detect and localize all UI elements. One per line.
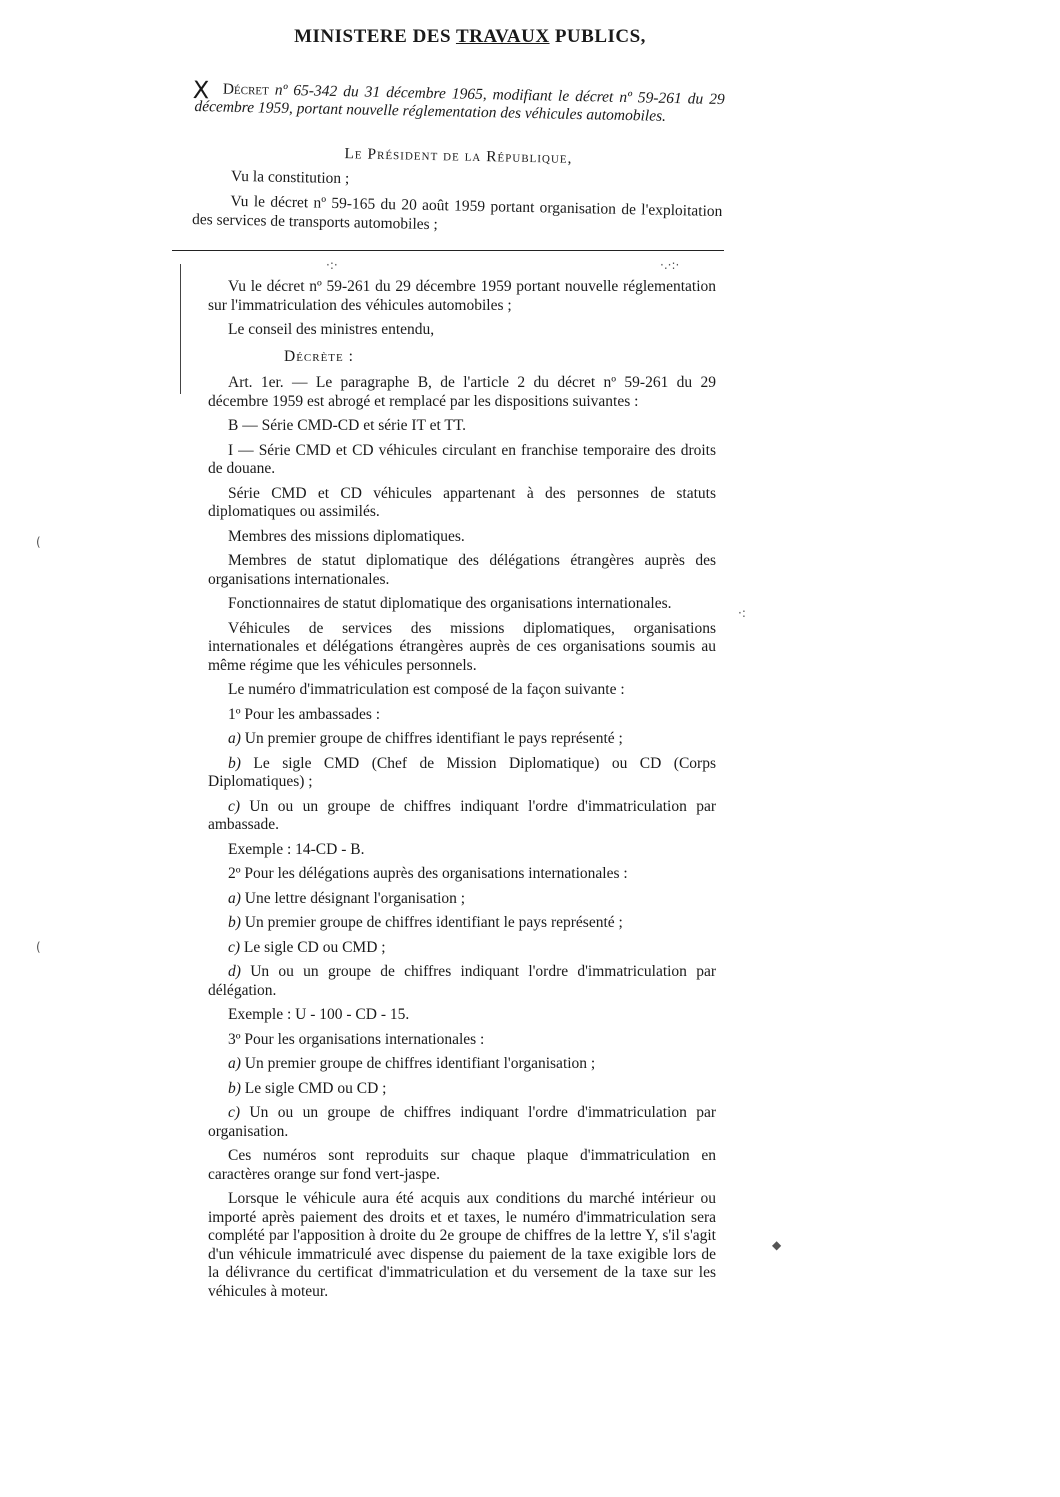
serie-cmd-paragraph: Série CMD et CD véhicules appartenant à des personnes de statuts diplomatiques ou assimilés. [208, 484, 716, 520]
vu-decret-59-165: Vu le décret nº 59-165 du 20 août 1959 portant organisation de l'exploitation des services de transports automobiles ; [191, 192, 723, 234]
fonctionnaires: Fonctionnaires de statut diplomatique des organisations internationales. [228, 595, 672, 612]
point-2-c-text: Le sigle CD ou CMD ; [240, 938, 386, 956]
point-1-b-label: b) [228, 754, 241, 772]
conseil-line: Le conseil des ministres entendu, [228, 321, 435, 338]
numero-composition: Le numéro d'immatriculation est composé de la façon suivante : [228, 681, 625, 698]
point-1-c-label: c) [228, 797, 241, 815]
point-2-b-text: Un premier groupe de chiffres identifiant le pays représenté ; [240, 914, 623, 931]
vu-constitution: Vu la constitution ; [230, 167, 350, 188]
decree-title-prefix: Décret [222, 80, 270, 99]
scan-speck: ·:· [326, 258, 338, 272]
plaque-paragraph: Ces numéros sont reproduits sur chaque plaque d'immatriculation en caractères orange sur fond vert-jaspe. [208, 1147, 716, 1183]
point-1-c [208, 798, 716, 835]
section-b-heading: B — Série CMD-CD et série IT et TT. [228, 417, 467, 434]
point-3-c-label: c) [228, 1104, 241, 1121]
scan-speck: ( [36, 940, 41, 954]
vehicules-services: Véhicules de services des missions diplomatiques, organisations internationales et délégations étrangères auprès de ces organisations soumis au même régime que les véhicules personnels. [208, 619, 716, 674]
ministry-heading-part3: PUBLICS, [549, 26, 646, 47]
point-2-a-text: Une lettre désignant l'organisation ; [240, 889, 466, 907]
decrete-heading: Décrète : [284, 347, 354, 365]
point-1-b-text: Le sigle CMD (Chef de Mission Diplomatique) ou CD (Corps Diplomatiques) ; [208, 754, 716, 790]
point-2-delegations: 2º Pour les délégations auprès des organisations internationales : [228, 865, 628, 882]
decree-body [208, 278, 716, 1304]
point-2-b-label: b) [228, 914, 241, 931]
lorsque-paragraph: Lorsque le véhicule aura été acquis aux conditions du marché intérieur ou importé après paiement des droits et et taxes, le numéro d'immatriculation sera complété par l'apposition à droite du 2e groupe de chiffres de la lettre Y, s'il s'agit d'un véhicule immatriculé avec dispense du paiement de la taxe exigible lors de la délivrance du certificat d'immatriculation et du versement de la taxe sur les véhicules à moteur. [208, 1190, 716, 1300]
scan-speck: ◆ [772, 1238, 782, 1252]
president-line: Le Président de la République, [344, 145, 573, 167]
point-1-a-text: Un premier groupe de chiffres identifiant le pays représenté ; [240, 730, 623, 747]
point-3-b-label: b) [228, 1079, 241, 1097]
article-1: Art. 1er. — Le paragraphe B, de l'article 2 du décret nº 59-261 du 29 décembre 1959 est abrogé et remplacé par les dispositions suivantes : [208, 374, 716, 410]
point-1-c-text: Un ou un groupe de chiffres indiquant l'ordre d'immatriculation par ambassade. [208, 797, 716, 833]
scan-speck: ·: [738, 606, 746, 620]
point-1-ambassades: 1º Pour les ambassades : [228, 705, 381, 723]
handwritten-x-mark: X [192, 75, 210, 105]
point-2-example: Exemple : U - 100 - CD - 15. [228, 1006, 410, 1023]
point-3-b [208, 1080, 716, 1099]
section-divider-line [172, 250, 724, 251]
ministry-heading-part1: MINISTERE DES [294, 26, 456, 47]
ministry-heading [0, 26, 940, 48]
vu-decret-59-261: Vu le décret nº 59-261 du 29 décembre 1959 portant nouvelle réglementation sur l'immatriculation des véhicules automobiles ; [208, 278, 716, 314]
point-2-c-label: c) [228, 938, 241, 956]
scan-speck: ·.·:· [660, 258, 680, 272]
section-i-heading: I — Série CMD et CD véhicules circulant en franchise temporaire des droits de douane. [208, 441, 716, 477]
point-2-d [208, 963, 716, 1000]
decree-title-rest: nº 65-342 du 31 décembre 1965, modifiant le décret nº 59-261 du 29 décembre 1959, portant nouvelle réglementation des véhicules automobiles. [194, 81, 725, 125]
membres-missions: Membres des missions diplomatiques. [228, 527, 465, 545]
point-2-c [208, 939, 716, 958]
point-2-d-text: Un ou un groupe de chiffres indiquant l'ordre d'immatriculation par délégation. [208, 963, 716, 999]
point-2-a [208, 890, 716, 909]
point-3-a [208, 1055, 716, 1074]
point-2-b [208, 914, 716, 933]
point-1-a-label: a) [228, 730, 241, 747]
margin-bar [180, 264, 181, 394]
decree-header [191, 75, 725, 240]
scan-speck: ( [36, 535, 41, 549]
point-1-example: Exemple : 14-CD - B. [228, 840, 365, 858]
point-3-c-text: Un ou un groupe de chiffres indiquant l'ordre d'immatriculation par organisation. [208, 1104, 716, 1140]
decree-title [194, 80, 725, 127]
membres-statut: Membres de statut diplomatique des délégations étrangères auprès des organisations internationales. [208, 552, 716, 588]
point-3-b-text: Le sigle CMD ou CD ; [240, 1079, 387, 1097]
point-2-a-label: a) [228, 889, 241, 907]
point-3-c [208, 1104, 716, 1141]
point-2-d-label: d) [228, 963, 241, 980]
point-1-b [208, 755, 716, 792]
point-3-organisations: 3º Pour les organisations internationales : [228, 1030, 485, 1048]
point-1-a [208, 730, 716, 749]
point-3-a-text: Un premier groupe de chiffres identifiant l'organisation ; [240, 1055, 596, 1072]
point-3-a-label: a) [228, 1055, 241, 1072]
ministry-heading-underlined: TRAVAUX [455, 26, 550, 47]
